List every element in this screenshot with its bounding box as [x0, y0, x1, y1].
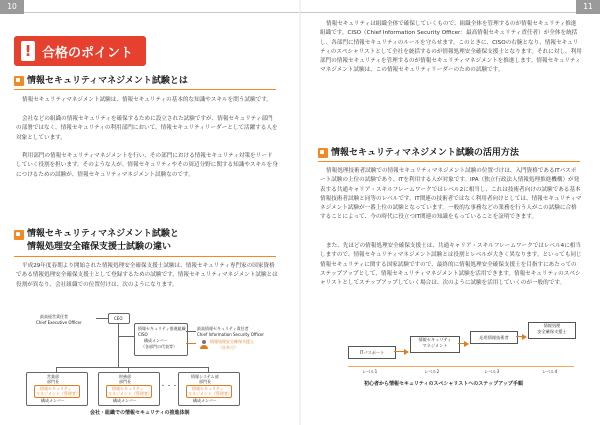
stair-box-sg [410, 336, 460, 353]
section1-paragraph-1: 情報セキュリティマネジメント試験は、情報セキュリティの基本的な知識やスキルを問う試験です。 [22, 97, 272, 103]
stair-box-rise [528, 322, 576, 339]
heading-marker-icon [14, 230, 24, 240]
top-rule-right [300, 12, 576, 13]
dept2-manager-box [106, 385, 152, 398]
level-2-label: レベル2 [424, 369, 440, 374]
dept2-manager-line2: マネジメント（管理者） [108, 391, 152, 396]
ceo-title: 最高経営責任者 [40, 314, 68, 319]
dept-ellipsis: ・・・ [160, 383, 179, 390]
dept1-manager-line1: 情報セキュリティ [40, 386, 72, 391]
ciso-box-title: 情報セキュリティ推進組織 [138, 326, 186, 331]
dept2-members: 構成メンバー [113, 398, 137, 403]
support-pointer [186, 343, 196, 344]
ciso-label: CISO [138, 332, 148, 337]
page-number-right: 11 [576, 0, 600, 14]
ciso-member-note: （各部門の代表等） [141, 344, 177, 349]
support-note: （社外可） [218, 345, 238, 350]
stair-box-itpassport: ITパスポート [348, 346, 396, 359]
dept3-manager-line1: 情報セキュリティ [192, 386, 224, 391]
person-icon [200, 340, 208, 349]
dept3-manager-box [186, 385, 232, 398]
section3-paragraph-1: 情報処理技術者試験での情報セキュリティマネジメント試験の位置づけは、入門資格であるITパスポート試験の上位の試験であり、ITを利用する人が対象です。IPA（独立行政法人情報処理推進機構）が発表する共通キャリア・スキルフレームワークではレベル2に相当し、これは技術者向けの試験である基本情報技術者試験と同等のレベルです。IT関連の技術者ではなく利用者向けとしては、情報セキュリティマネジメント試験が一番上位の試験となっています。一般的な事務などの業務を行う人がこの試験に合格することによって、今の時代に役立つIT関連の知識をもっていることを証明できます。 [320, 168, 582, 221]
right-page [300, 0, 600, 425]
dept3-head: 部門長 [199, 379, 211, 384]
section1-paragraph-3: 利用部門の情報セキュリティマネジメントを行い、その部門における情報セキュリティ対策をリードしていく役割を担います。そのような人が、情報セキュリティやその周辺分野に関する知識やスキルを身につけるための試験が、情報セキュリティマネジメント試験なのです。 [16, 153, 278, 178]
support-label: 情報処理安全確保支援士 [210, 339, 254, 344]
stair-box-ap: 応用情報技術者 [470, 331, 518, 344]
section3-heading: 情報セキュリティマネジメント試験の活用方法 [331, 148, 519, 158]
ceo-title-en: Chief Executive Officer [36, 320, 82, 325]
ciso-title: 最高情報セキュリティ責任者 [197, 326, 249, 331]
ceo-box [108, 313, 130, 324]
ciso-title-en: Chief Information Security Officer [197, 332, 265, 337]
diagram-caption: 会社・組織での情報セキュリティの推進体制 [90, 410, 190, 416]
arrow-right-icon [404, 349, 409, 355]
section2-rule [14, 256, 276, 257]
heading-marker-icon [14, 76, 24, 86]
arrow-right-icon [522, 334, 527, 340]
section1-rule [14, 89, 276, 90]
exclamation-icon: ! [21, 41, 35, 61]
section2-paragraph: 平成29年度春期より開始された情報処理安全確保支援士試験は、情報セキュリティ専門家の国家資格である情報処理安全確保支援士として登録するための試験です。情報セキュリティマネジメント試験とは役割が異なり、会社組織での位置付けは、次のようになります。 [16, 263, 278, 288]
top-rule-left [24, 12, 300, 13]
stair-baseline [348, 366, 574, 367]
section1-heading: 情報セキュリティマネジメント試験とは [27, 76, 188, 86]
stair-box-rise-line2: 安全確保支援士 [537, 328, 567, 334]
heading-marker-icon [318, 148, 328, 158]
ceo-trunk [118, 323, 119, 367]
level-3-label: レベル3 [484, 369, 500, 374]
ceo-label: CEO [114, 315, 123, 321]
key-points-banner [14, 36, 146, 66]
level-1-label: レベル1 [362, 369, 378, 374]
intro-paragraph: 情報セキュリティは組織全体で確保していくもので、組織全体を管理するのが情報セキュリティ推進組織です。CISO（Chief Information Security Officer：最高情報セキュリティ責任者）が全体を統括し、各部門に情報セキュリティのルールを守らせます。このときに、CISOの右腕となり、情報セキュリティのスペシャリストとして全社を統括するのが情報処理安全確保支援士となります。それに対し、利用部門の情報セキュリティを管理するのが情報セキュリティマネジメントを推進します。情報セキュリティマネジメント試験は、この情報セキュリティリーダーのための試験です。 [320, 21, 582, 74]
dept1-name: 営業部 [47, 374, 59, 379]
dept1-head: 部門長 [47, 379, 59, 384]
stair-box-rise-line1: 情報処理 [543, 323, 561, 328]
dept1-manager-line2: マネジメント（管理者） [36, 391, 80, 396]
ceo-pointer [96, 318, 108, 319]
dept3-manager-line2: マネジメント（管理者） [188, 391, 232, 396]
dept3-name: 情報システム部 [191, 374, 219, 379]
ciso-organization-box [134, 323, 188, 356]
dept3-box [178, 372, 240, 406]
stair-box-sg-line2: マネジメント [422, 342, 448, 348]
arrow-right-icon [464, 341, 469, 347]
dept1-box [26, 372, 88, 406]
dept1-manager-box [34, 385, 80, 398]
section1-paragraph-2: 会社などの組織の情報セキュリティを確保するために設立された試験ですが、情報セキュリティ部門の部署ではなく、情報セキュリティの利用部門において、情報セキュリティリーダーとして活躍する人を対象としています。 [16, 116, 278, 141]
dept3-members: 構成メンバー [193, 398, 217, 403]
dept2-manager-line1: 情報セキュリティ [112, 386, 144, 391]
level-4-label: レベル4 [542, 369, 558, 374]
dept-branch-line [56, 367, 208, 368]
stepup-caption: 初心者から情報セキュリティのスペシャリストへのステップアップ手順 [364, 381, 523, 387]
ceo-ciso-connector [118, 336, 134, 337]
section2-heading-line2: 情報処理安全確保支援士試験の違い [27, 242, 172, 252]
section3-paragraph-2: また、先ほどの情報処理安全確保支援士は、共通キャリア・スキルフレームワークではレベル4に相当しますので、情報セキュリティマネジメント試験とは役割とレベルが大きく異なります。といっても同じ情報セキュリティに関する国家試験ですので、最終的に情報処理安全確保支援士を目指すにあたってのステップアップとして、情報セキュリティマネジメント試験を活用できます。情報セキュリティのスペシャリストとしてステップアップしていく場合は、次のように試験を活用していくのが一般的です。 [320, 243, 582, 287]
section2-heading-line1: 情報セキュリティマネジメント試験と [27, 229, 179, 239]
dept2-name: 財務部 [119, 374, 131, 379]
page-number-left: 10 [0, 0, 24, 14]
stair-connector-1 [394, 351, 404, 352]
stair-box-sg-line1: 情報セキュリティ [418, 337, 452, 342]
banner-title: 合格のポイント [42, 46, 134, 61]
ciso-member-label: 構成メンバー [144, 338, 168, 343]
dept2-box [98, 372, 160, 406]
section3-rule [318, 161, 580, 162]
dept1-members: 構成メンバー [41, 398, 65, 403]
dept2-head: 部門長 [119, 379, 131, 384]
ciso-title-pointer [186, 331, 196, 332]
